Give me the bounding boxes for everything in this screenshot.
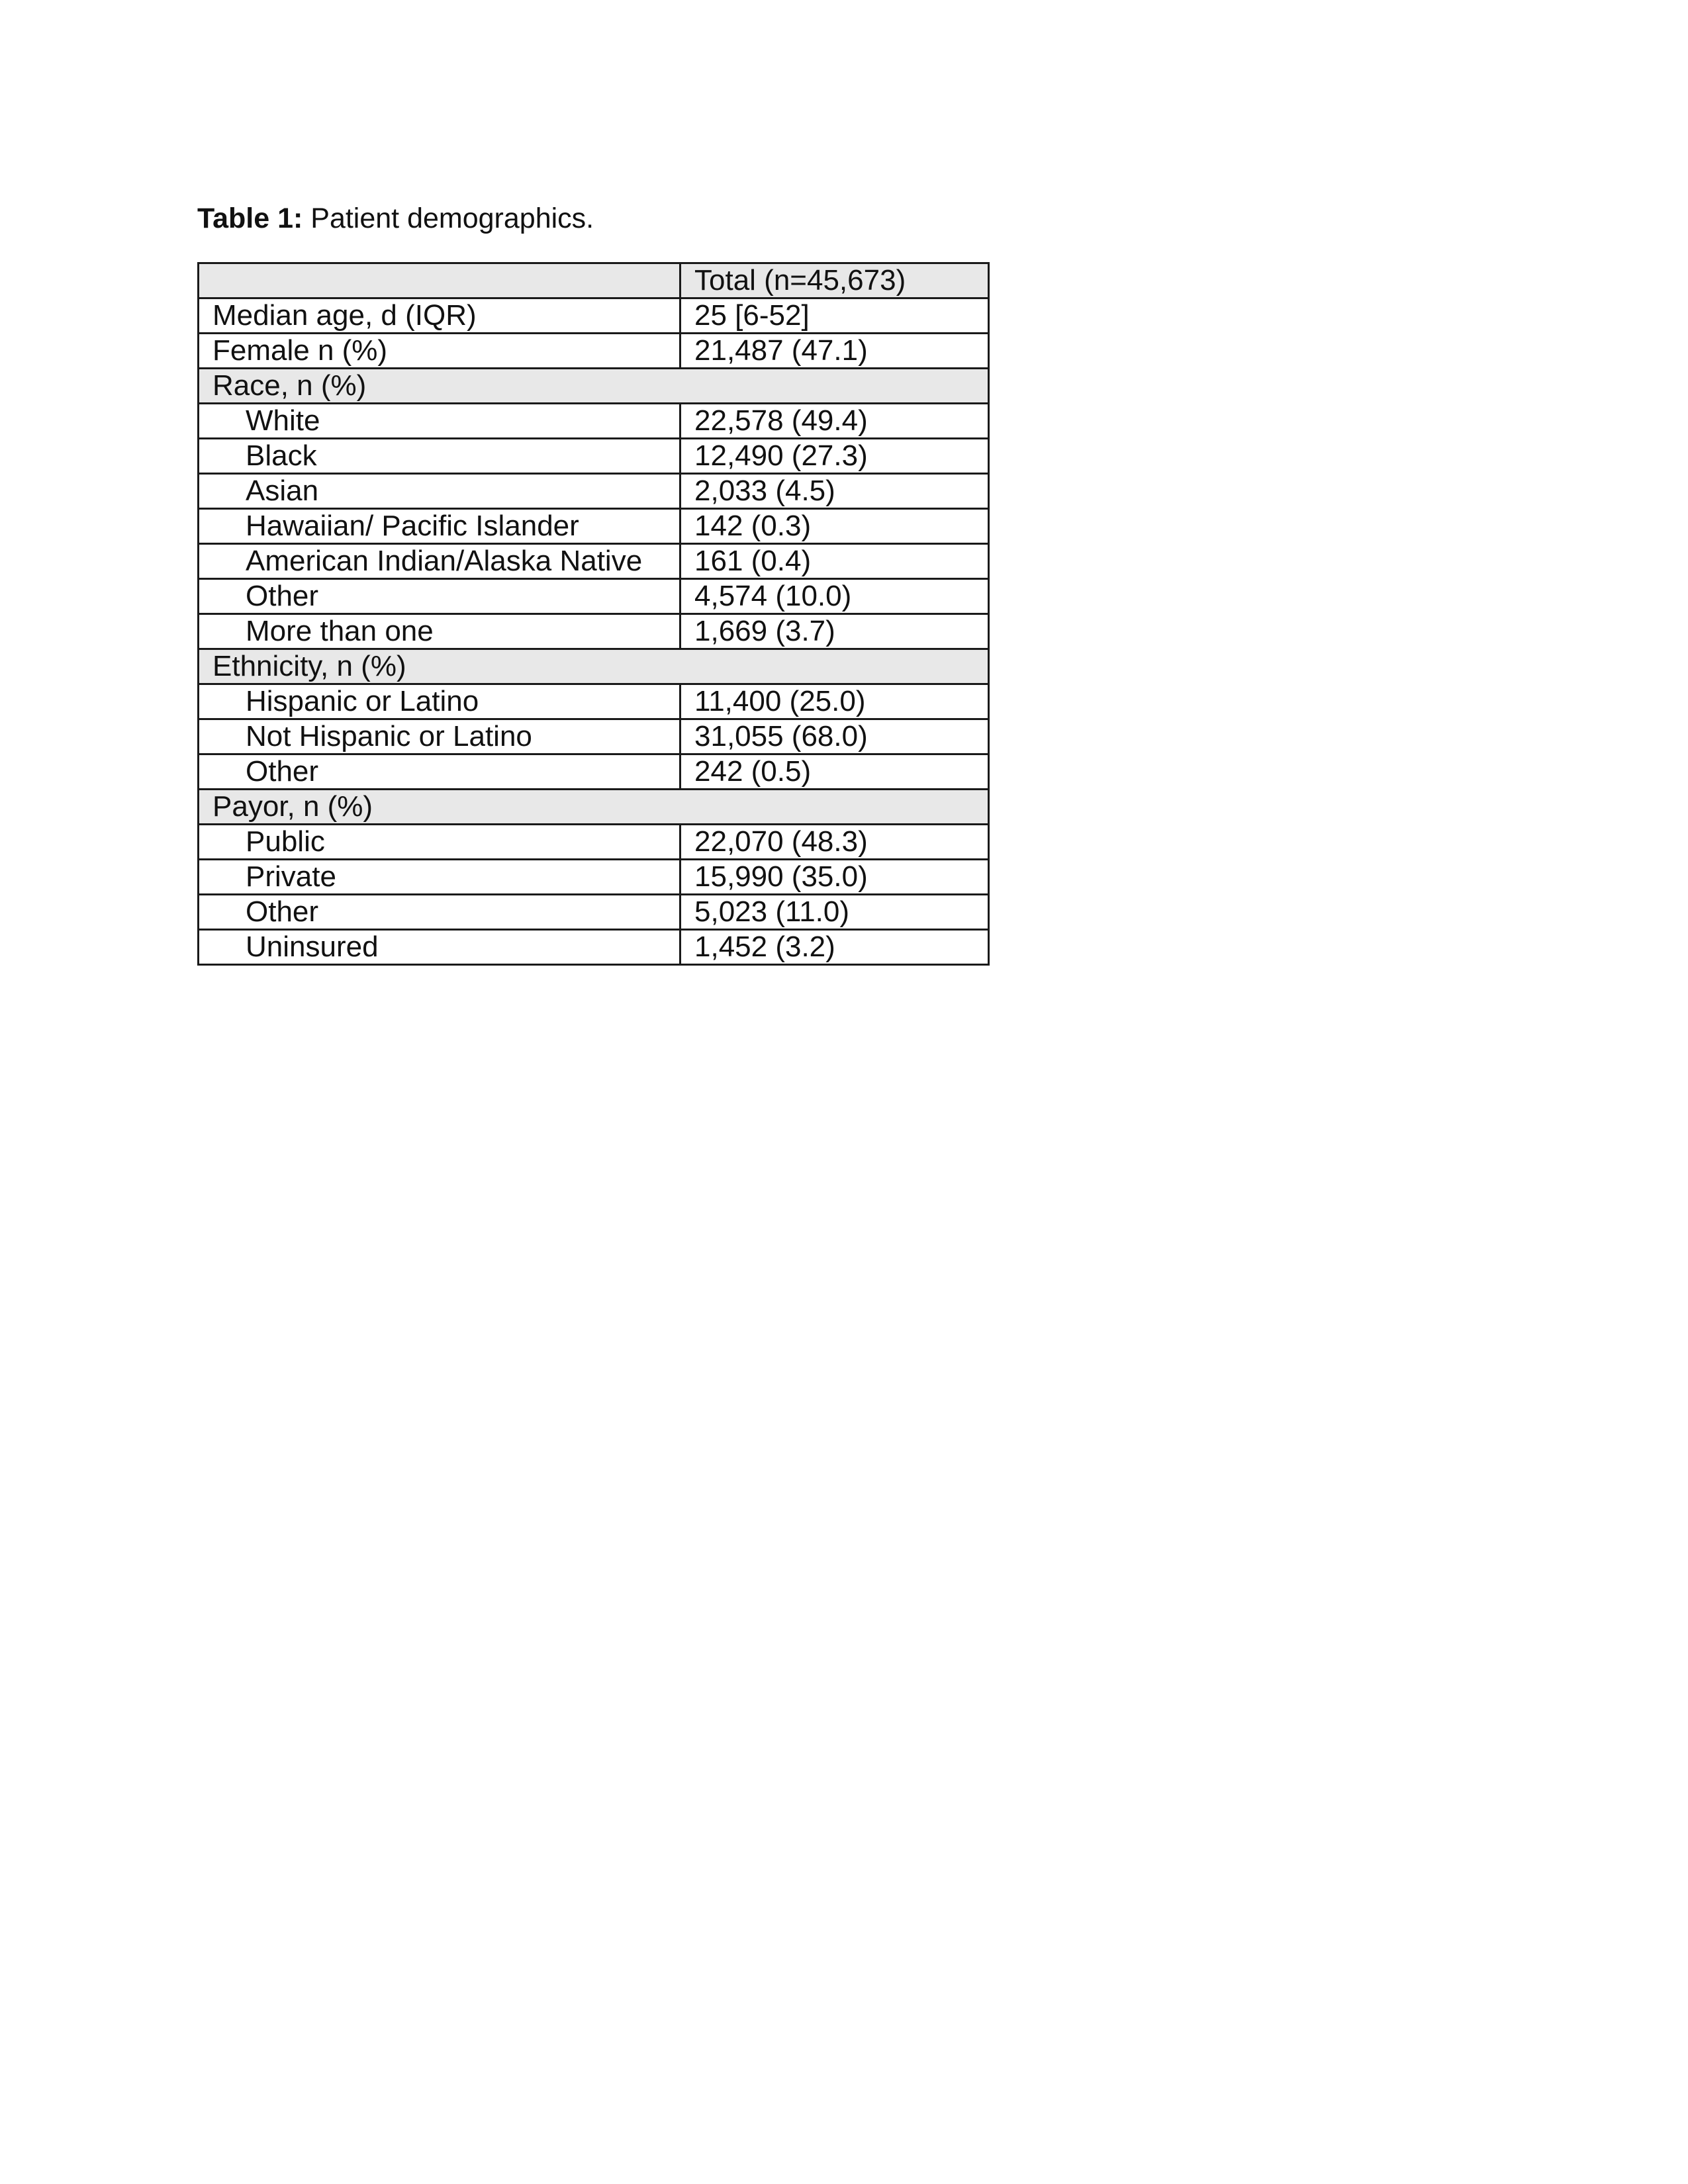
header-cell-total: Total (n=45,673) bbox=[680, 263, 989, 298]
table-row bbox=[199, 439, 989, 474]
section-title-payor: Payor, n (%) bbox=[199, 790, 989, 825]
table-caption-text: Patient demographics. bbox=[303, 203, 594, 234]
row-label: Hispanic or Latino bbox=[199, 684, 680, 719]
section-header-row bbox=[199, 369, 989, 404]
row-value: 12,490 (27.3) bbox=[680, 439, 989, 474]
row-value: 2,033 (4.5) bbox=[680, 474, 989, 509]
row-value: 25 [6-52] bbox=[680, 298, 989, 334]
row-value: 161 (0.4) bbox=[680, 544, 989, 579]
row-label: Not Hispanic or Latino bbox=[199, 719, 680, 754]
row-value: 11,400 (25.0) bbox=[680, 684, 989, 719]
row-value: 142 (0.3) bbox=[680, 509, 989, 544]
row-label: Hawaiian/ Pacific Islander bbox=[199, 509, 680, 544]
row-value: 1,669 (3.7) bbox=[680, 614, 989, 649]
row-label: Other bbox=[199, 754, 680, 790]
row-value: 31,055 (68.0) bbox=[680, 719, 989, 754]
section-header-row bbox=[199, 790, 989, 825]
table-row bbox=[199, 404, 989, 439]
table-row bbox=[199, 614, 989, 649]
row-value: 5,023 (11.0) bbox=[680, 895, 989, 930]
demographics-table bbox=[197, 262, 990, 966]
table-row bbox=[199, 684, 989, 719]
table-caption-label: Table 1: bbox=[197, 203, 303, 234]
row-label: Median age, d (IQR) bbox=[199, 298, 680, 334]
row-value: 22,578 (49.4) bbox=[680, 404, 989, 439]
row-label: More than one bbox=[199, 614, 680, 649]
table-row bbox=[199, 579, 989, 614]
row-label: Other bbox=[199, 579, 680, 614]
table-row bbox=[199, 474, 989, 509]
table-caption bbox=[197, 199, 594, 238]
row-label: Asian bbox=[199, 474, 680, 509]
table-row bbox=[199, 719, 989, 754]
row-value: 242 (0.5) bbox=[680, 754, 989, 790]
row-value: 1,452 (3.2) bbox=[680, 930, 989, 965]
table-row bbox=[199, 298, 989, 334]
row-label: Black bbox=[199, 439, 680, 474]
row-label: Public bbox=[199, 825, 680, 860]
table-row bbox=[199, 860, 989, 895]
table-row bbox=[199, 754, 989, 790]
row-label: Uninsured bbox=[199, 930, 680, 965]
table-row bbox=[199, 895, 989, 930]
row-value: 15,990 (35.0) bbox=[680, 860, 989, 895]
row-label: Private bbox=[199, 860, 680, 895]
row-label: White bbox=[199, 404, 680, 439]
section-title-race: Race, n (%) bbox=[199, 369, 989, 404]
row-label: Other bbox=[199, 895, 680, 930]
row-label: Female n (%) bbox=[199, 334, 680, 369]
row-value: 22,070 (48.3) bbox=[680, 825, 989, 860]
row-label: American Indian/Alaska Native bbox=[199, 544, 680, 579]
table-row bbox=[199, 334, 989, 369]
row-value: 4,574 (10.0) bbox=[680, 579, 989, 614]
table-row bbox=[199, 509, 989, 544]
row-value: 21,487 (47.1) bbox=[680, 334, 989, 369]
section-header-row bbox=[199, 649, 989, 684]
section-title-ethnicity: Ethnicity, n (%) bbox=[199, 649, 989, 684]
table-row bbox=[199, 825, 989, 860]
table-row bbox=[199, 544, 989, 579]
header-cell-label bbox=[199, 263, 680, 298]
table-header-row bbox=[199, 263, 989, 298]
table-row bbox=[199, 930, 989, 965]
